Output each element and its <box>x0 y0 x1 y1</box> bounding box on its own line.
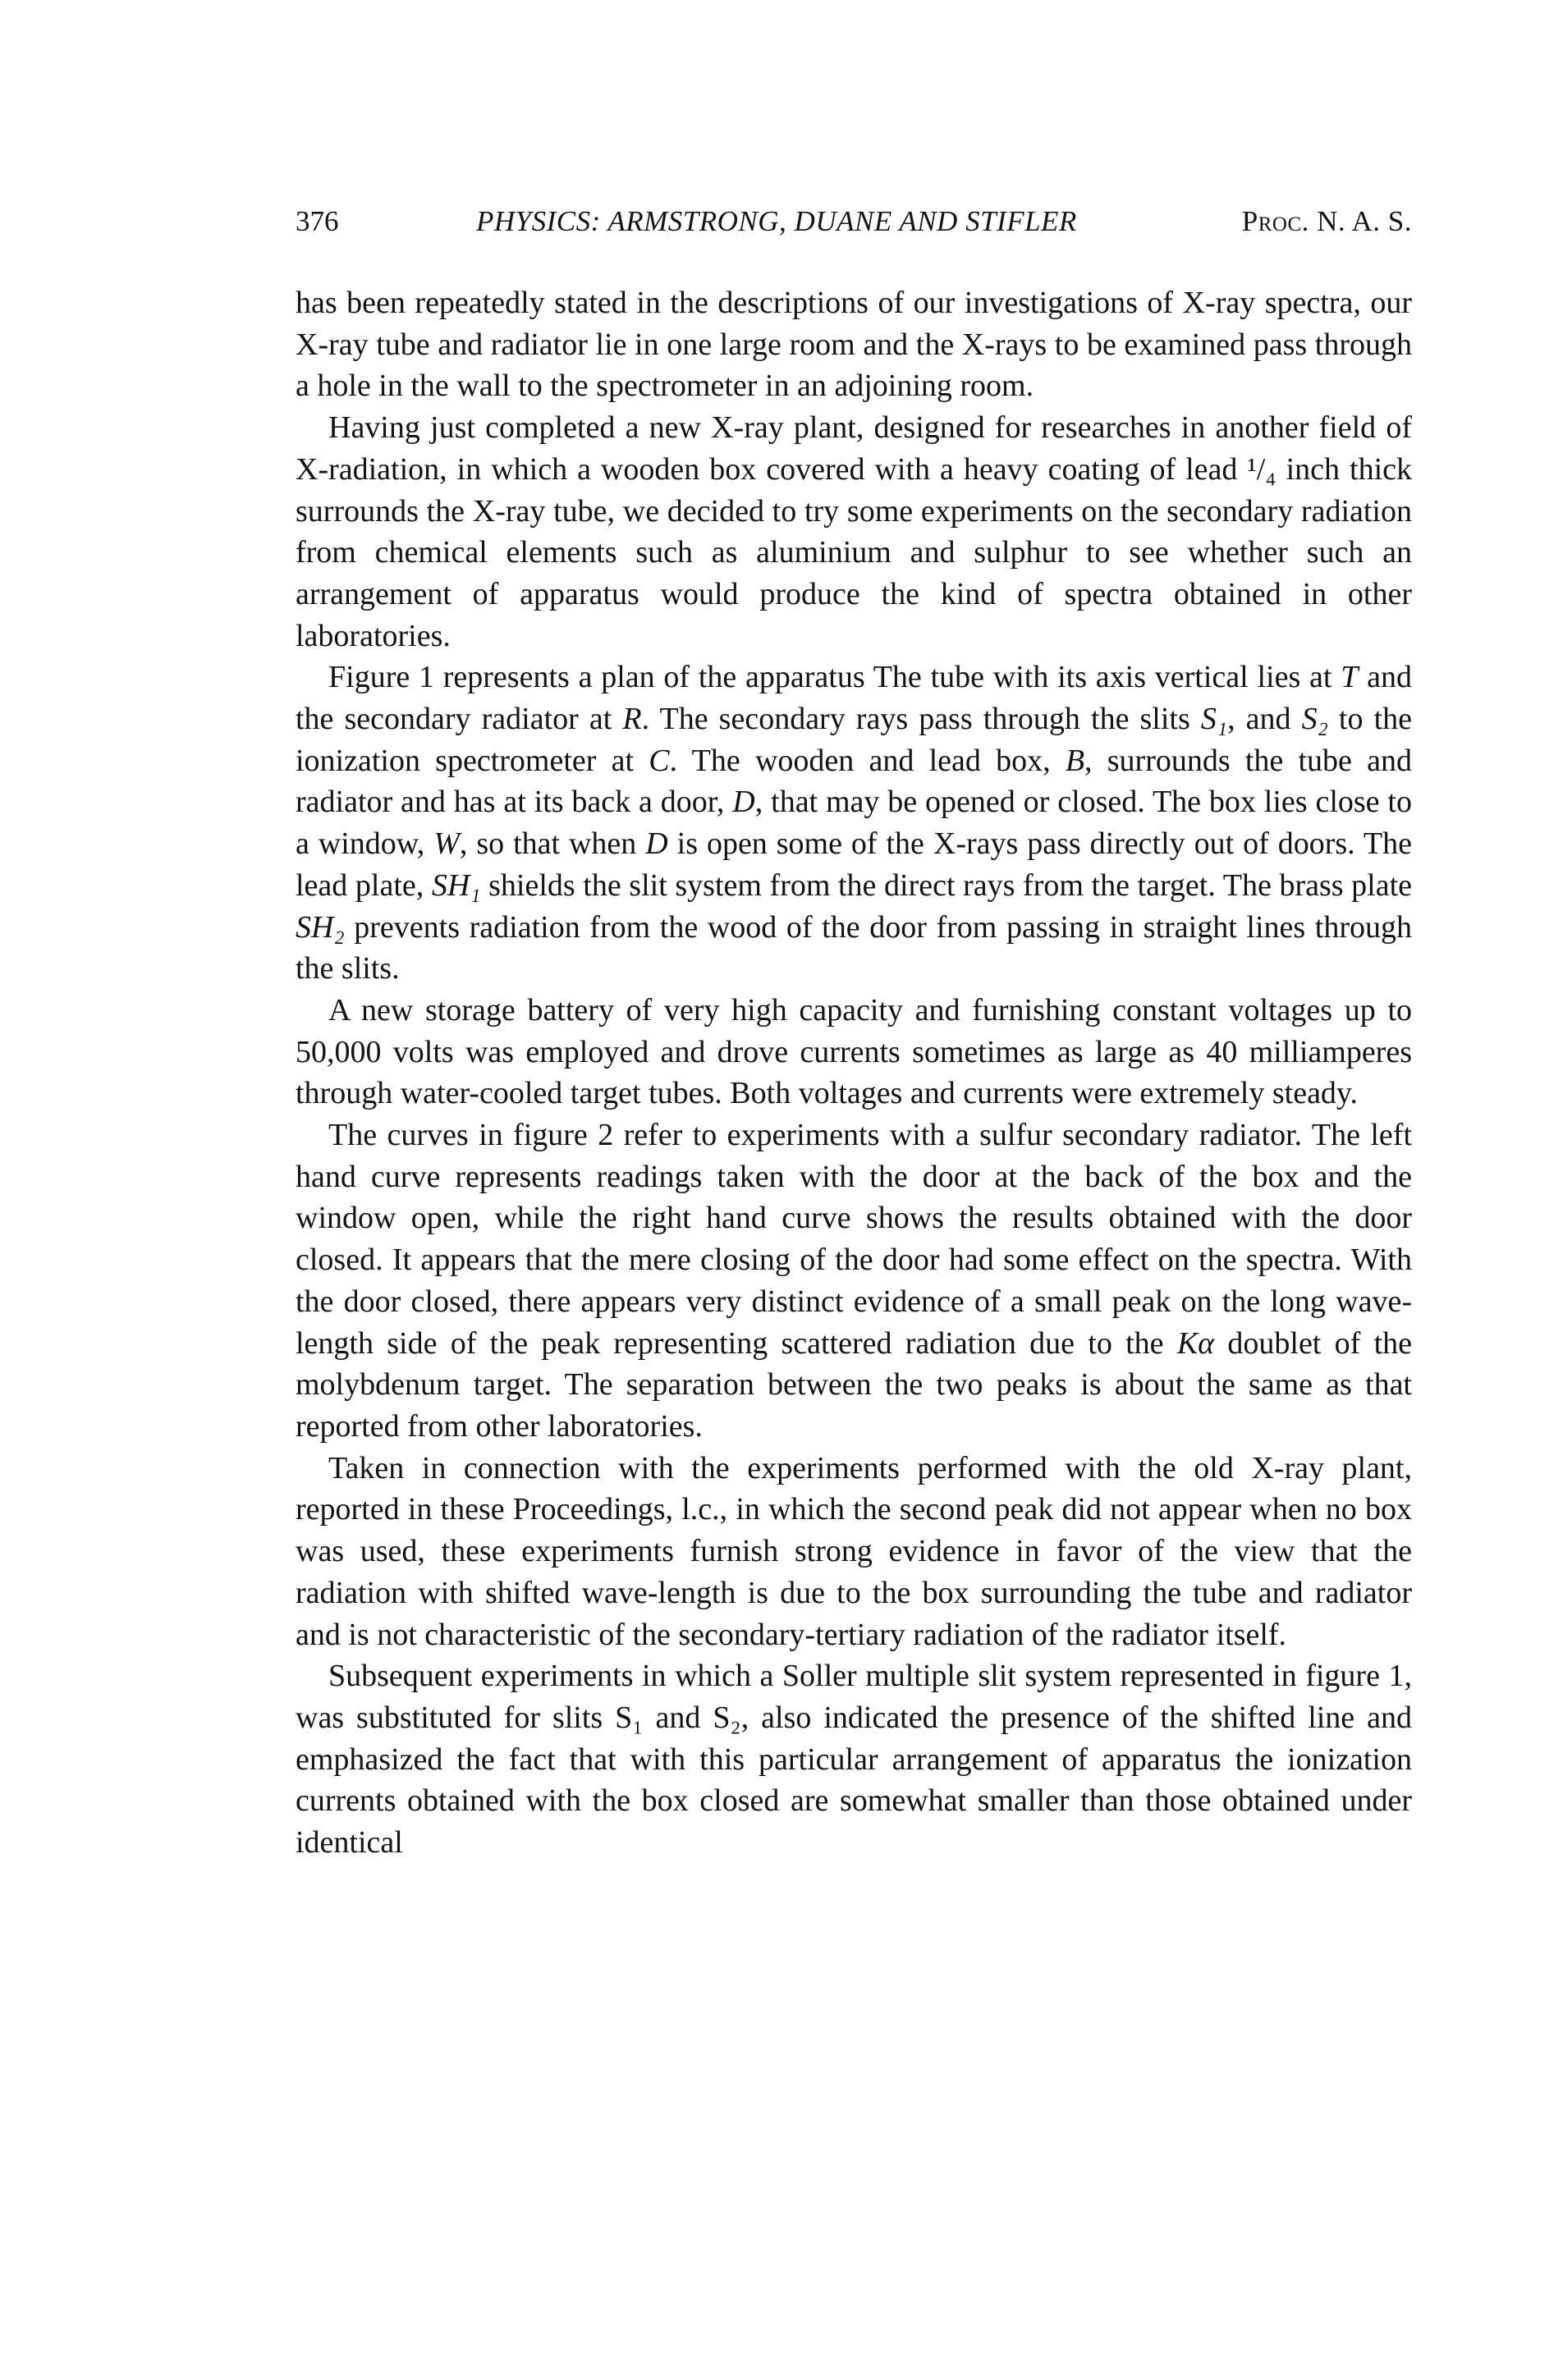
text-run: shields the slit system from the direct rays from the target. The brass plate <box>480 867 1413 903</box>
journal-prefix: Proc <box>1241 205 1302 237</box>
text-run: The curves in figure 2 refer to experiments with a sulfur secondary radiator. The left hand curve represents readings taken with the door at the back of the box and the window open, while the right hand curve shows the results obtained with the door closed. It appears that the mere closing of the door had some effect on the spectra. With the door closed, there appears very distinct evidence of a small peak on the long wave-length side of the peak representing scattered radiation due to the <box>296 1118 1412 1361</box>
symbol-tube: T <box>1341 660 1359 695</box>
text-run: is open some of the X-rays pass directly out of doors. The lead plate, <box>296 826 1412 903</box>
symbol-spectrometer: C <box>649 743 670 778</box>
symbol-radiator: R <box>622 702 642 737</box>
symbol-box: B <box>1065 743 1085 778</box>
symbol-slit-1: S₁ <box>1200 702 1228 737</box>
text-run: to the ionization spectrometer at <box>296 702 1412 778</box>
symbol-slit-2: S₂ <box>1301 702 1328 737</box>
text-run: prevents radiation from the wood of the door from passing in straight lines through the slits. <box>296 909 1412 986</box>
journal-page <box>296 197 1412 1864</box>
text-run: , so that when <box>459 826 646 862</box>
paragraph-new-plant: Having just completed a new X-ray plant, designed for researches in another field of X-radiation, in which a wooden box covered with a heavy coating of lead ¹/₄ inch thick surrounds the X-ray tube, we decided to try some experiments on the secondary radiation from chemical elements such as aluminium and sulphur to see whether such an arrangement of apparatus would produce the kind of spectra obtained in other laboratories. <box>296 410 1412 653</box>
paragraph-old-plant: Taken in connection with the experiments performed with the old X-ray plant, reported in these Proceedings, l.c., in which the second peak did not appear when no box was used, these experiments furnish strong evidence in favor of the view that the radiation with shifted wave-length is due to the box surrounding the tube and radiator and is not characteristic of the secondary-tertiary radiation of the radiator itself. <box>296 1450 1412 1652</box>
text-run: . The secondary rays pass through the slits <box>641 702 1201 737</box>
article-body <box>296 282 1412 1864</box>
text-run: , and <box>1227 702 1302 737</box>
text-run: , that may be opened or closed. The box lies close to a window, <box>296 785 1412 862</box>
symbol-window: W <box>433 826 460 862</box>
paragraph-continuation: has been repeatedly stated in the descriptions of our investigations of X-ray spectra, our X-ray tube and radiator lie in one large room and the X-rays to be examined pass through a hole in the wall to the spectrometer in an adjoining room. <box>296 286 1412 404</box>
paragraph-soller-slits: Subsequent experiments in which a Soller multiple slit system represented in figure 1, was substituted for slits S₁ and S₂, also indicated the presence of the shifted line and emphasized the fact that with this particular arrangement of apparatus the ionization currents obtained with the box closed are somewhat smaller than those obtained under identical <box>296 1659 1412 1861</box>
text-run: Figure 1 represents a plan of the apparatus The tube with its axis vertical lies at <box>328 660 1341 695</box>
text-run: and the secondary radiator at <box>296 660 1412 737</box>
journal-suffix: . N. A. S. <box>1301 205 1412 237</box>
symbol-k-alpha: Kα <box>1176 1325 1215 1361</box>
text-run: . The wooden and lead box, <box>669 743 1066 778</box>
symbol-brass-plate: SH₂ <box>296 909 345 945</box>
symbol-door: D <box>732 785 755 820</box>
text-run: doublet of the molybdenum target. The separation between the two peaks is about the same as that reported from other laboratories. <box>296 1325 1413 1444</box>
paragraph-figure-1 <box>296 657 1412 990</box>
journal-abbreviation <box>1242 197 1412 246</box>
running-head <box>296 197 1412 246</box>
text-run: , surrounds the tube and radiator and has at its back a door, <box>296 743 1413 820</box>
paragraph-battery: A new storage battery of very high capacity and furnishing constant voltages up to 50,000 volts was employed and drove currents sometimes as large as 40 milliamperes through water-cooled target tubes. Both voltages and currents were extremely steady. <box>296 992 1412 1111</box>
symbol-lead-plate: SH₁ <box>431 867 481 903</box>
page-number: 376 <box>296 205 339 237</box>
running-title: PHYSICS: ARMSTRONG, DUANE AND STIFLER <box>476 205 1077 237</box>
symbol-door: D <box>645 826 668 862</box>
paragraph-figure-2 <box>296 1114 1412 1448</box>
